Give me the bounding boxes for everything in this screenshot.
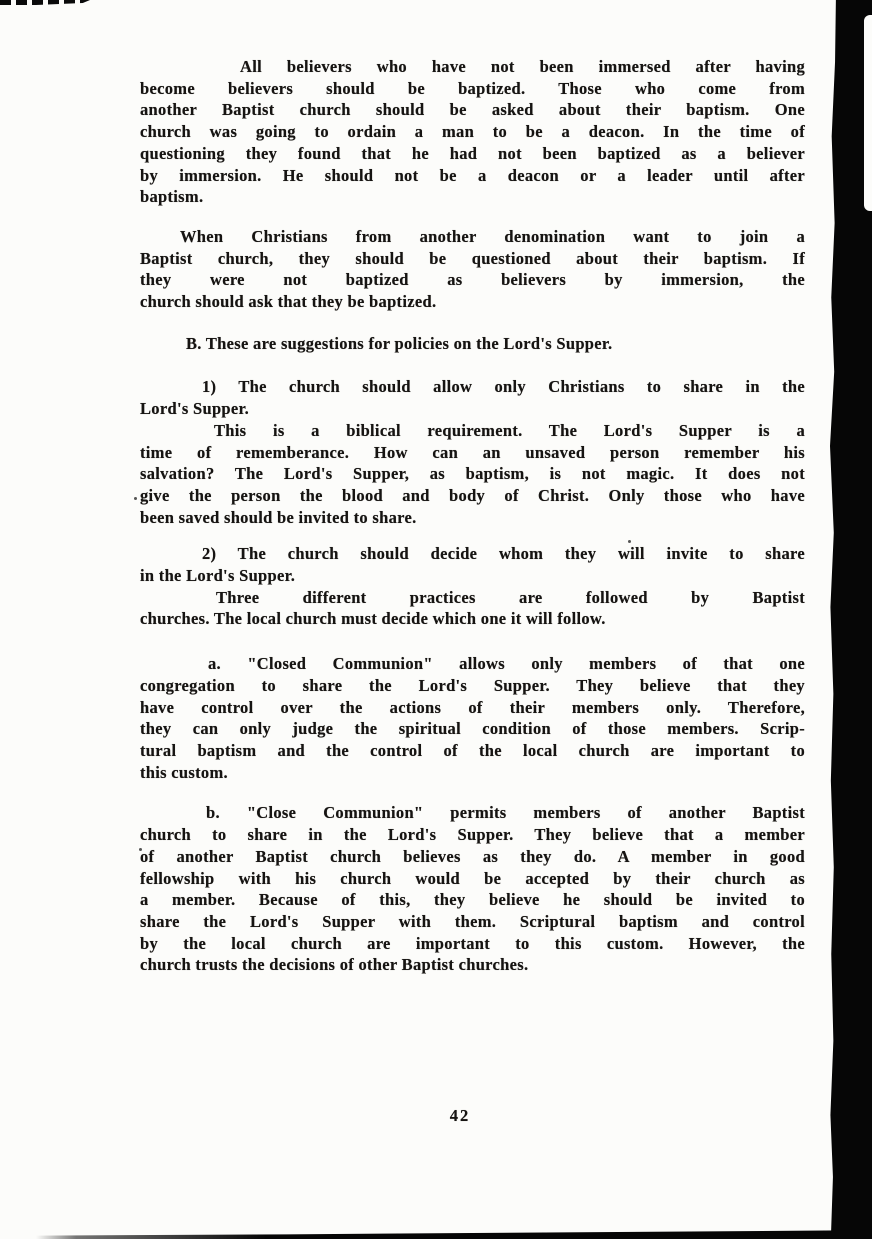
paragraph-policy-2 [140,543,805,586]
text-line: by the local church are important to this custom. However, the [140,933,805,953]
text-line: become believers should be baptized. Those who come from [140,78,805,98]
page-corner-white-sliver [864,15,872,211]
text-line: been saved should be invited to share. [140,507,417,527]
page-number: 42 [449,1106,471,1125]
paragraph-section-b-heading [140,333,805,355]
text-line: 1) The church should allow only Christians to share in the [202,377,805,397]
text-line: a member. Because of this, they believe he should be invited to [140,890,805,910]
paragraph-other-denominations [140,226,805,313]
text-line: Three different practices are followed by Baptist [216,587,805,607]
paragraph-policy-1-explanation [140,420,805,529]
text-line: time of rememberance. How can an unsaved person remember his [140,442,805,462]
text-line: congregation to share the Lord's Supper. They believe that they [140,675,805,695]
text-line: another Baptist church should be asked about their baptism. One [140,100,805,120]
text-line: they were not baptized as believers by immersion, the [140,270,805,290]
text-line: This is a biblical requirement. The Lord's Supper is a [214,420,805,440]
scan-bottom-band [36,1230,872,1239]
text-line: this custom. [140,762,228,782]
text-line: All believers who have not been immersed after having [240,57,805,76]
text-line: church to share in the Lord's Supper. They believe that a member [140,825,805,845]
paragraph-intro-baptism [140,56,805,208]
paragraph-policy-2-explanation [140,587,805,630]
text-line: church trusts the decisions of other Baptist churches. [140,955,529,975]
text-line: share the Lord's Supper with them. Scriptural baptism and control [140,911,805,931]
text-line: When Christians from another denomination want to join a [180,226,805,246]
text-line: by immersion. He should not be a deacon or a leader until after [140,165,805,185]
text-line: churches. The local church must decide which one it will follow. [140,609,606,629]
text-line: fellowship with his church would be accepted by their church as [140,868,805,888]
text-line: tural baptism and the control of the local church are important to [140,740,805,760]
text-line: B. These are suggestions for policies on the Lord's Supper. [186,333,613,353]
text-line: of another Baptist church believes as they do. A member in good [140,846,805,866]
page-body-text [140,56,805,976]
text-line: church should ask that they be baptized. [140,292,437,312]
scan-speck [134,497,137,500]
text-line: Baptist church, they should be questioned about their baptism. If [140,248,805,268]
text-line: baptism. [140,187,204,207]
paragraph-policy-1 [140,376,805,419]
text-line: a. "Closed Communion" allows only members of that one [208,654,805,674]
paragraph-closed-communion [140,653,805,783]
text-line: Lord's Supper. [140,399,250,419]
text-line: give the person the blood and body of Christ. Only those who have [140,485,805,505]
text-line: b. "Close Communion" permits members of another Baptist [206,803,805,823]
text-line: salvation? The Lord's Supper, as baptism, is not magic. It does not [140,464,805,484]
text-line: 2) The church should decide whom they will invite to share [202,544,805,564]
text-line: church was going to ordain a man to be a deacon. In the time of [140,122,805,142]
text-line: have control over the actions of their members only. Therefore, [140,697,805,717]
text-line: questioning they found that he had not been baptized as a believer [140,143,805,163]
text-line: they can only judge the spiritual condition of those members. Scrip- [140,719,805,739]
text-line: in the Lord's Supper. [140,566,296,586]
paragraph-close-communion [140,802,805,976]
scan-top-left-smudge [0,0,90,5]
